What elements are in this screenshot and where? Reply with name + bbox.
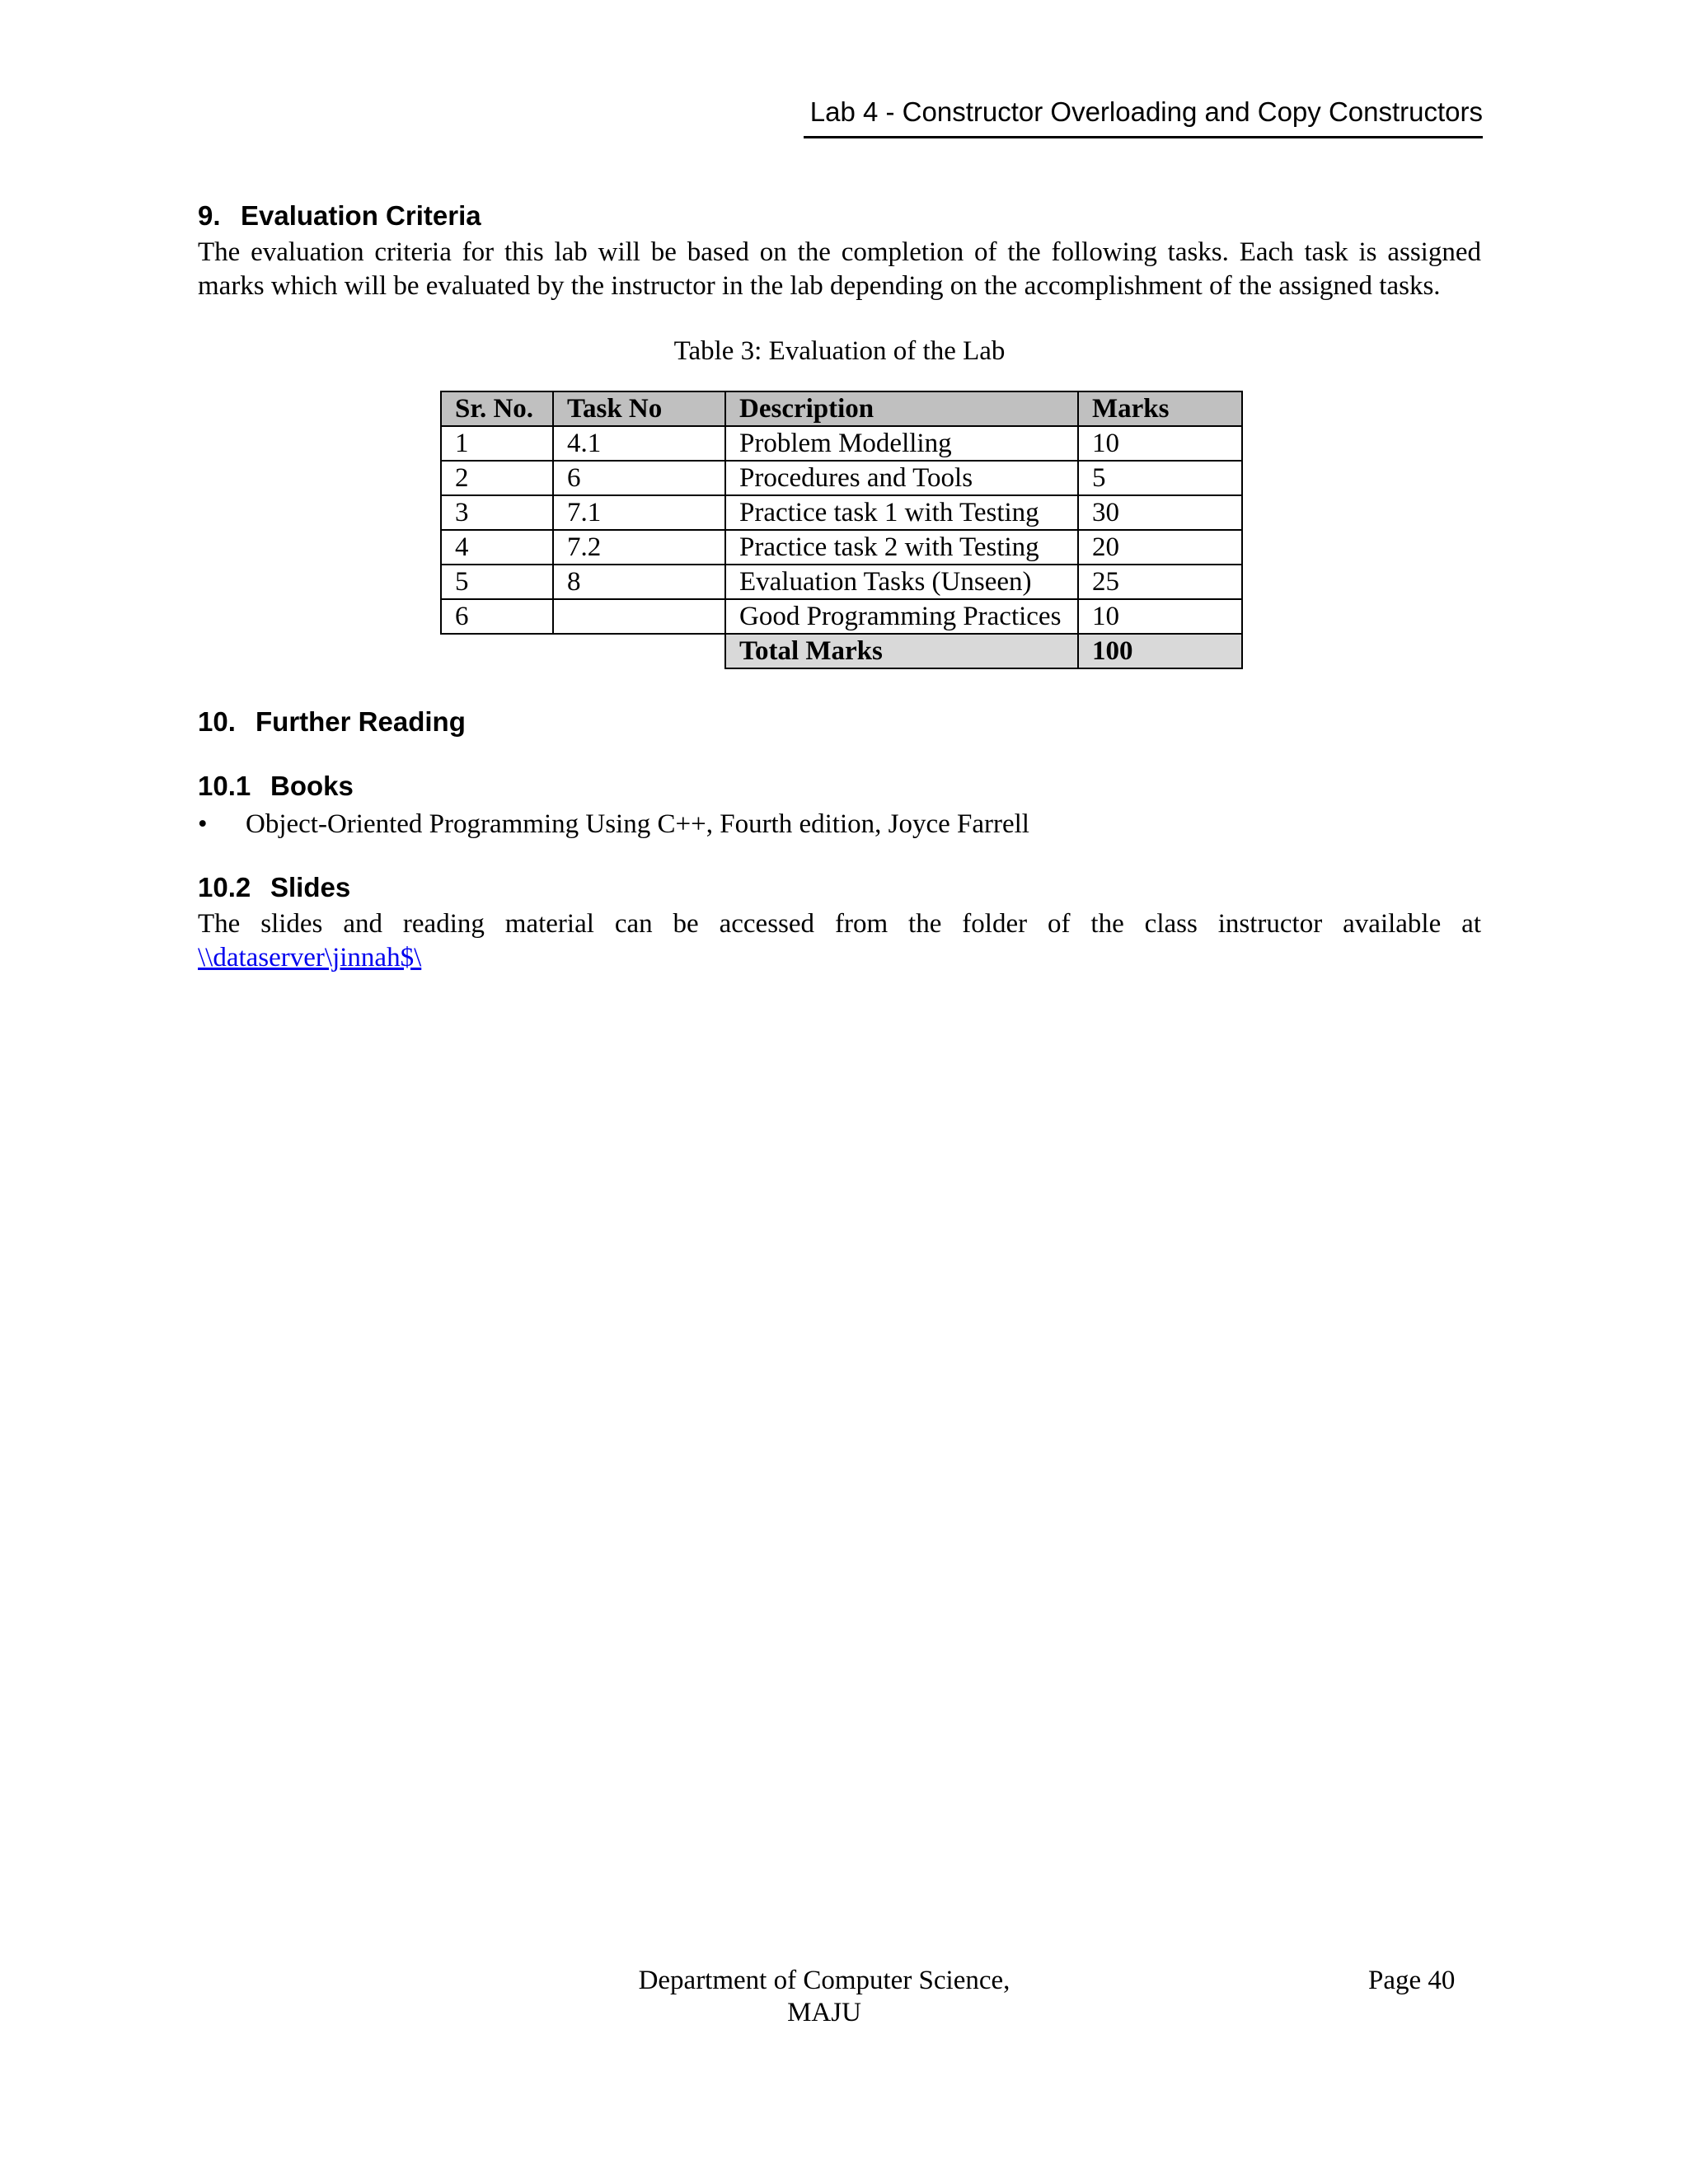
table-row xyxy=(441,461,1242,495)
cell-sr: 6 xyxy=(441,599,553,634)
table-caption: Table 3: Evaluation of the Lab xyxy=(673,336,1006,366)
dataserver-link[interactable]: \\dataserver\jinnah$\ xyxy=(198,943,422,972)
subsection-number: 10.2 xyxy=(198,872,251,902)
footer-university-line: MAJU xyxy=(787,1998,861,2027)
slides-paragraph xyxy=(198,907,1481,975)
books-list xyxy=(198,808,1481,841)
blank-cell xyxy=(441,634,553,668)
table-row xyxy=(441,426,1242,461)
cell-task: 7.2 xyxy=(553,530,725,565)
cell-description: Practice task 1 with Testing xyxy=(725,495,1078,530)
list-item xyxy=(198,808,1481,841)
section-title: Evaluation Criteria xyxy=(241,200,481,231)
cell-description: Practice task 2 with Testing xyxy=(725,530,1078,565)
running-header: Lab 4 - Constructor Overloading and Copy Constructors xyxy=(804,96,1483,138)
table-header-row xyxy=(441,391,1242,426)
cell-description: Procedures and Tools xyxy=(725,461,1078,495)
subsection-title: Slides xyxy=(270,872,351,902)
evaluation-paragraph: The evaluation criteria for this lab will be based on the completion of the following tasks. Each task is assigned marks which will be evaluated by the instructor in the lab depending on the accomplishment of the assigned tasks. xyxy=(198,237,1481,301)
cell-description: Good Programming Practices xyxy=(725,599,1078,634)
cell-marks: 30 xyxy=(1078,495,1242,530)
footer-department xyxy=(577,1965,1071,2029)
cell-description: Evaluation Tasks (Unseen) xyxy=(725,565,1078,599)
cell-marks: 10 xyxy=(1078,599,1242,634)
blank-cell xyxy=(553,634,725,668)
section-title: Further Reading xyxy=(256,706,466,737)
section-number: 10. xyxy=(198,706,236,737)
section-heading-evaluation xyxy=(198,198,1481,234)
table-row xyxy=(441,599,1242,634)
total-row xyxy=(441,634,1242,668)
book-entry: Object-Oriented Programming Using C++, Fourth edition, Joyce Farrell xyxy=(246,809,1029,839)
cell-task: 4.1 xyxy=(553,426,725,461)
cell-task: 8 xyxy=(553,565,725,599)
total-label: Total Marks xyxy=(725,634,1078,668)
header-sr-no: Sr. No. xyxy=(441,391,553,426)
total-value: 100 xyxy=(1078,634,1242,668)
slides-text: The slides and reading material can be accessed from the folder of the class instructor available at xyxy=(198,909,1481,939)
page-number: Page 40 xyxy=(1368,1966,1456,1995)
cell-task xyxy=(553,599,725,634)
header-task-no: Task No xyxy=(553,391,725,426)
section-number: 9. xyxy=(198,200,221,231)
table-row xyxy=(441,495,1242,530)
bullet-icon: • xyxy=(198,809,208,839)
cell-marks: 5 xyxy=(1078,461,1242,495)
header-marks: Marks xyxy=(1078,391,1242,426)
header-description: Description xyxy=(725,391,1078,426)
cell-sr: 1 xyxy=(441,426,553,461)
section-heading-further-reading xyxy=(198,704,1481,740)
cell-task: 6 xyxy=(553,461,725,495)
subsection-heading-books xyxy=(198,768,1481,804)
cell-sr: 5 xyxy=(441,565,553,599)
subsection-number: 10.1 xyxy=(198,771,251,801)
cell-description: Problem Modelling xyxy=(725,426,1078,461)
cell-marks: 10 xyxy=(1078,426,1242,461)
cell-sr: 2 xyxy=(441,461,553,495)
cell-sr: 4 xyxy=(441,530,553,565)
cell-marks: 20 xyxy=(1078,530,1242,565)
footer-department-line: Department of Computer Science, xyxy=(638,1966,1010,1995)
cell-sr: 3 xyxy=(441,495,553,530)
cell-task: 7.1 xyxy=(553,495,725,530)
evaluation-table xyxy=(440,391,1243,669)
subsection-title: Books xyxy=(270,771,354,801)
table-row xyxy=(441,530,1242,565)
subsection-heading-slides xyxy=(198,869,1481,906)
page-content xyxy=(198,198,1481,975)
table-row xyxy=(441,565,1242,599)
cell-marks: 25 xyxy=(1078,565,1242,599)
